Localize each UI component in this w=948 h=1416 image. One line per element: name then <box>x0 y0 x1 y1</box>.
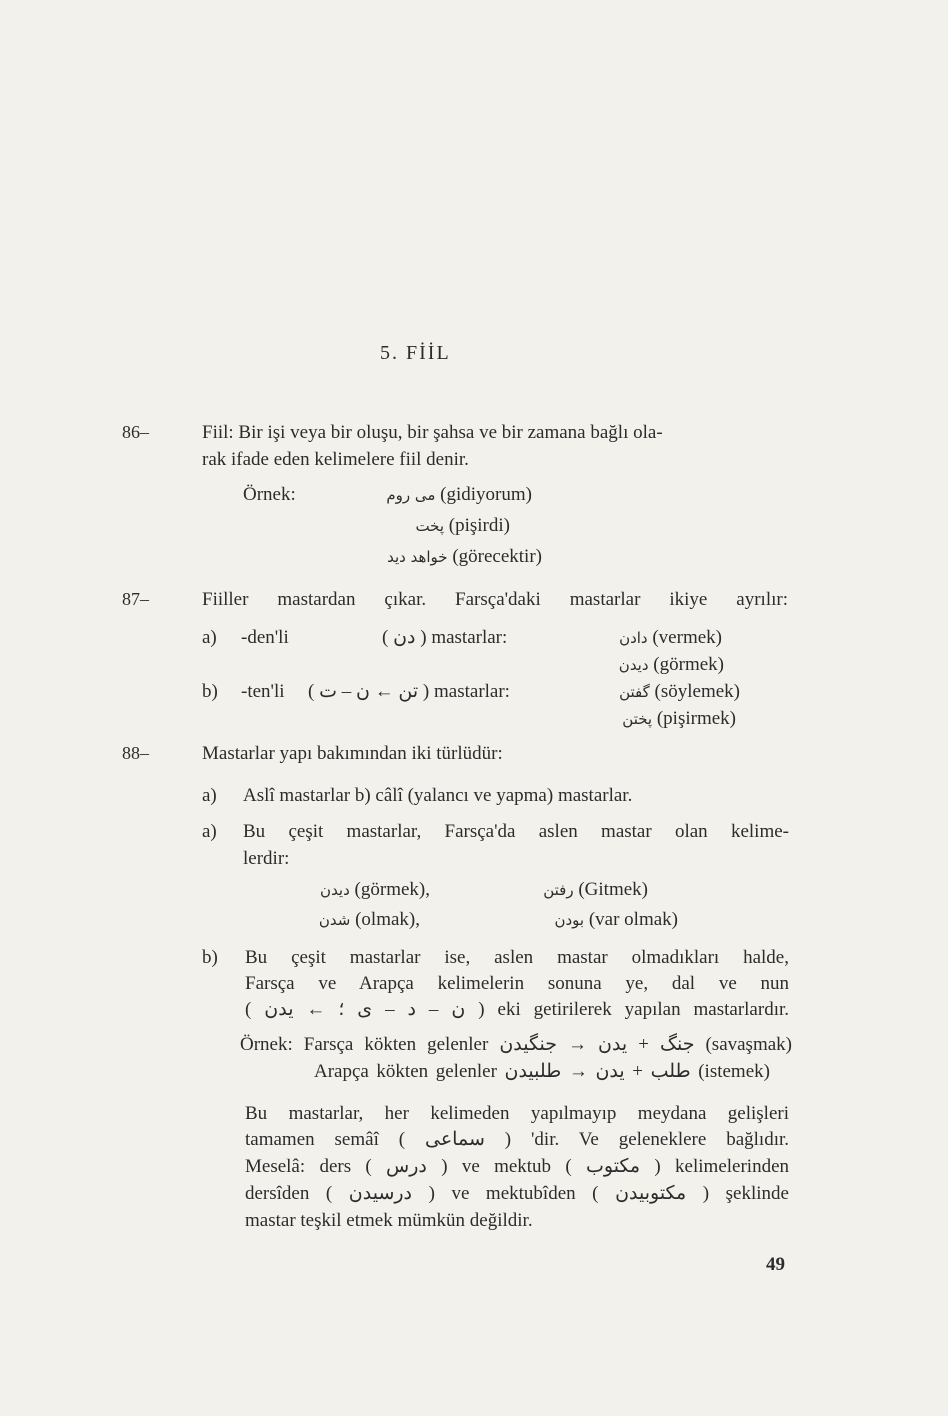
s87-example-3 <box>560 678 740 706</box>
arabic-word: می روم <box>386 486 436 504</box>
s87-a-text: -den'li <box>241 627 289 648</box>
section-number-87: 87– <box>122 589 149 609</box>
translation: (vermek) <box>652 627 722 648</box>
s88-b-line1: Bu çeşit mastarlar ise, aslen mastar olmadıkları halde, <box>245 947 789 968</box>
translation: (görecektir) <box>452 546 542 567</box>
page-number: 49 <box>766 1254 785 1275</box>
s86-example-3 <box>330 543 542 571</box>
translation: (olmak), <box>355 909 420 930</box>
s88-example-1 <box>270 876 430 904</box>
s87-a-label: a) <box>202 627 217 648</box>
s87-line1: Fiiller mastardan çıkar. Farsça'daki mastarlar ikiye ayrılır: <box>202 589 788 610</box>
s88-a2-line1: Bu çeşit mastarlar, Farsça'da aslen mastar olan kelime- <box>243 821 789 842</box>
s86-example-2 <box>352 512 510 540</box>
section-number-86: 86– <box>122 422 149 442</box>
arabic-word: خواهد دید <box>387 548 448 566</box>
s88-line1: Mastarlar yapı bakımından iki türlüdür: <box>202 743 503 764</box>
s87-example-4 <box>560 705 736 733</box>
section-number-88: 88– <box>122 743 149 763</box>
s88-a-label: a) <box>202 785 217 806</box>
translation: (görmek), <box>354 879 430 900</box>
s87-example-2 <box>560 651 724 679</box>
s88-example-2 <box>490 876 648 904</box>
s88-a2-line2: lerdir: <box>243 848 290 869</box>
chapter-title: 5. FİİL <box>380 342 451 364</box>
s87-a-paren: ( دن ) mastarlar: <box>382 627 508 648</box>
s86-line2: rak ifade eden kelimelere fiil denir. <box>202 449 469 470</box>
translation: (söylemek) <box>654 681 740 702</box>
arabic-word: بودن <box>554 911 585 929</box>
arabic-word: رفتن <box>543 881 574 899</box>
s88-a2-label: a) <box>202 821 217 842</box>
translation: (var olmak) <box>588 909 678 930</box>
arabic-word: شدن <box>318 911 351 929</box>
translation: (görmek) <box>653 654 724 675</box>
s88-para-line5: mastar teşkil etmek mümkün değildir. <box>245 1210 533 1231</box>
s88-example-4 <box>490 906 678 934</box>
arabic-word: گفتن <box>619 683 650 701</box>
s88-ornek-line2: Arapça kökten gelenler طلب + یدن → طلبیدن (istemek) <box>314 1061 770 1082</box>
s88-para-line2: tamamen semâî ( سماعی ) 'dir. Ve geleneklere bağlıdır. <box>245 1129 789 1150</box>
arabic-word: پختن <box>622 710 653 728</box>
s88-b-label: b) <box>202 947 218 968</box>
translation: (pişirdi) <box>448 515 510 536</box>
s86-ornek-label: Örnek: <box>243 484 296 505</box>
s88-b-line3: ( ن – د – ی ؛ ← یدن ) eki getirilerek yapılan mastarlardır. <box>245 999 790 1020</box>
arabic-word: دیدن <box>618 656 649 674</box>
s88-b-line2: Farsça ve Arapça kelimelerin sonuna ye, dal ve nun <box>245 973 789 994</box>
translation: (pişirmek) <box>656 708 736 729</box>
s88-ornek-line1: Örnek: Farsça kökten gelenler جنگ + یدن → جنگیدن (savaşmak) <box>240 1034 792 1055</box>
arabic-word: پخت <box>415 517 445 535</box>
translation: (Gitmek) <box>578 879 648 900</box>
s86-example-1 <box>352 481 532 509</box>
s88-para-line1: Bu mastarlar, her kelimeden yapılmayıp meydana gelişleri <box>245 1103 789 1124</box>
s88-a-line: Aslî mastarlar b) câlî (yalancı ve yapma) mastarlar. <box>243 785 633 806</box>
arabic-word: دیدن <box>320 881 350 899</box>
s87-b-paren: ( تن ← ن – ت ) mastarlar: <box>308 681 510 702</box>
arabic-word: دادن <box>619 629 648 647</box>
s87-b-text: -ten'li <box>241 681 285 702</box>
s88-example-3 <box>270 906 420 934</box>
s88-para-line3: Meselâ: ders ( درس ) ve mektub ( مکتوب ) kelimelerinden <box>245 1156 789 1177</box>
s88-para-line4: dersîden ( درسیدن ) ve mektubîden ( مکتوبیدن ) şeklinde <box>245 1183 789 1204</box>
translation: (gidiyorum) <box>440 484 532 505</box>
s86-line1: Fiil: Bir işi veya bir oluşu, bir şahsa ve bir zamana bağlı ola- <box>202 422 663 443</box>
s87-example-1 <box>560 624 722 652</box>
s87-b-label: b) <box>202 681 218 702</box>
